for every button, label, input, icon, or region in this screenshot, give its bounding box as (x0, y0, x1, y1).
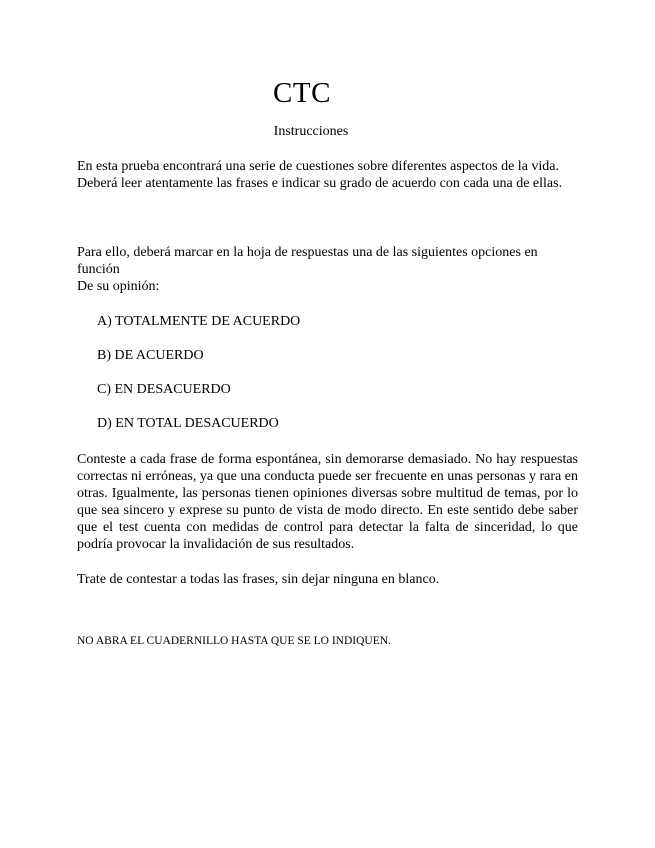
option-b: B) DE ACUERDO (97, 348, 204, 363)
option-a: A) TOTALMENTE DE ACUERDO (97, 314, 301, 329)
instructions-paragraph (77, 244, 578, 295)
document-title: CTC (273, 77, 331, 109)
instructions-line-2: De su opinión: (77, 279, 160, 294)
intro-line-2: Deberá leer atentamente las frases e indicar su grado de acuerdo con cada una de ellas. (77, 176, 563, 191)
instructions-line-1: Para ello, deberá marcar en la hoja de respuestas una de las siguientes opciones en función (77, 245, 538, 277)
footer-notice: NO ABRA EL CUADERNILLO HASTA QUE SE LO INDIQUEN. (77, 635, 391, 647)
option-c: C) EN DESACUERDO (97, 382, 231, 397)
reminder-paragraph: Trate de contestar a todas las frases, sin dejar ninguna en blanco. (77, 572, 440, 587)
intro-paragraph (77, 158, 578, 192)
intro-line-1: En esta prueba encontrará una serie de cuestiones sobre diferentes aspectos de la vida. (77, 159, 560, 174)
document-subtitle: Instrucciones (273, 124, 349, 139)
guidance-paragraph: Conteste a cada frase de forma espontánea, sin demorarse demasiado. No hay respuestas correctas ni erróneas, ya que una conducta puede ser frecuente en unas personas y rara en otras. Igualmente, las personas tienen opiniones diversas sobre multitud de temas, por lo que sea sincero y exprese su punto de vista de modo directo. En este sentido debe saber que el test cuenta con medidas de control para detectar la falta de sinceridad, lo que podría provocar la invalidación de sus resultados. (77, 452, 578, 552)
option-d: D) EN TOTAL DESACUERDO (97, 416, 279, 431)
